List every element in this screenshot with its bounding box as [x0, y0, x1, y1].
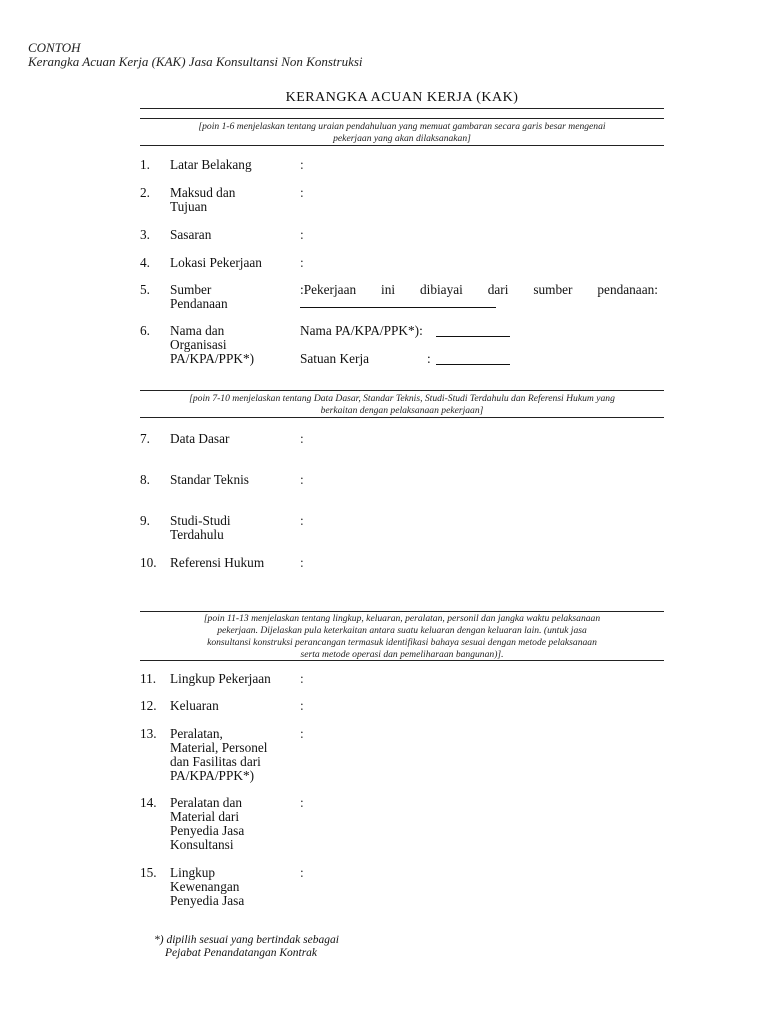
note-1: [140, 121, 664, 145]
item-number: 5.: [140, 282, 150, 297]
item-label: Lingkup Pekerjaan: [170, 671, 271, 686]
note-2-bottom-rule: [140, 417, 664, 418]
item-number: 9.: [140, 513, 150, 528]
item-label-line: PA/KPA/PPK*): [170, 351, 255, 366]
item-number: 6.: [140, 323, 150, 338]
funding-word: sumber: [533, 282, 573, 297]
pa-name-blank[interactable]: [436, 336, 510, 337]
item-number: 4.: [140, 255, 150, 270]
item-number: 12.: [140, 698, 157, 713]
note-3: [140, 613, 664, 661]
item-colon: :: [300, 255, 304, 270]
satker-colon: :: [427, 351, 431, 366]
satker-blank[interactable]: [436, 364, 510, 365]
funding-word: dari: [487, 282, 509, 297]
item-label-line: Pendanaan: [170, 296, 228, 311]
note-3-top-rule: [140, 611, 664, 612]
item-colon: :: [300, 185, 304, 200]
item-colon: :: [300, 472, 304, 487]
funding-word: :Pekerjaan: [300, 282, 357, 297]
item-label-line: dan Fasilitas dari: [170, 754, 261, 769]
funding-source-blank[interactable]: [300, 307, 496, 308]
note-3-line-1: [poin 11-13 menjelaskan tentang lingkup, keluaran, peralatan, personil dan jangka waktu pelaksanaan: [203, 613, 601, 624]
item-label: [170, 866, 295, 908]
note-1-top-rule: [140, 118, 664, 119]
item-label-line: Studi-Studi: [170, 513, 231, 528]
item-label-line: Material dari: [170, 809, 240, 824]
item-label: [170, 796, 295, 852]
funding-source-text: [300, 283, 658, 297]
item-number: 10.: [140, 555, 157, 570]
note-3-line-4: serta metode operasi dan pemeliharaan bangunan)].: [300, 649, 504, 660]
header-subtitle: Kerangka Acuan Kerja (KAK) Jasa Konsultansi Non Konstruksi: [28, 54, 363, 69]
item-label-line: Material, Personel: [170, 740, 268, 755]
item-label: [170, 727, 295, 783]
item-number: 14.: [140, 795, 157, 810]
item-label-line: Organisasi: [170, 337, 227, 352]
item-label: [170, 186, 295, 214]
note-2-line-2: berkaitan dengan pelaksanaan pekerjaan]: [320, 405, 484, 416]
funding-word: dibiayai: [419, 282, 463, 297]
satker-label: Satuan Kerja: [300, 351, 370, 366]
item-colon: :: [300, 555, 304, 570]
item-number: 11.: [140, 671, 157, 686]
item-colon: :: [300, 513, 304, 528]
section-item-6: [140, 324, 664, 370]
item-label: [170, 283, 295, 311]
item-label-line: PA/KPA/PPK*): [170, 768, 255, 783]
item-number: 8.: [140, 472, 150, 487]
funding-word: pendanaan:: [597, 282, 658, 297]
note-3-line-2: pekerjaan. Dijelaskan pula keterkaitan antara suatu keluaran dengan keluaran lain. (untuk jasa: [217, 625, 587, 636]
note-2-top-rule: [140, 390, 664, 391]
item-colon: :: [300, 157, 304, 172]
note-1-line-1: [poin 1-6 menjelaskan tentang uraian pendahuluan yang memuat gambaran secara garis besar mengenai: [198, 121, 606, 132]
note-3-line-3: konsultansi konstruksi perancangan termasuk identifikasi bahaya sesuai dengan metode pelaksanaan: [207, 637, 597, 648]
item-label: Data Dasar: [170, 431, 230, 446]
title-rule: [140, 108, 664, 109]
item-number: 13.: [140, 726, 157, 741]
item-label: Lokasi Pekerjaan: [170, 255, 262, 270]
item-label-line: Penyedia Jasa: [170, 893, 245, 908]
pa-name-label: Nama PA/KPA/PPK*):: [300, 323, 423, 338]
document-title: KERANGKA ACUAN KERJA (KAK): [285, 90, 519, 105]
item-label-line: Maksud dan: [170, 185, 236, 200]
note-3-bottom-rule: [140, 660, 664, 661]
footnote-line-1: *) dipilih sesuai yang bertindak sebagai: [154, 934, 339, 946]
item-colon: :: [300, 431, 304, 446]
note-1-line-2: pekerjaan yang akan dilaksanakan]: [333, 133, 471, 144]
item-label-line: Kewenangan: [170, 879, 240, 894]
item-colon: :: [300, 795, 304, 810]
item-colon: :: [300, 865, 304, 880]
item-label-line: Tujuan: [170, 199, 208, 214]
note-2-line-1: [poin 7-10 menjelaskan tentang Data Dasar, Standar Teknis, Studi-Studi Terdahulu dan Referensi Hukum yang: [189, 393, 615, 404]
footnote-line-2: Pejabat Penandatangan Kontrak: [165, 947, 318, 959]
item-colon: :: [300, 698, 304, 713]
item-label: Referensi Hukum: [170, 555, 265, 570]
note-2: [140, 393, 664, 417]
header-contoh: CONTOH: [28, 40, 81, 55]
item-label-line: Sumber: [170, 282, 212, 297]
item-label-line: Peralatan,: [170, 726, 223, 741]
item-number: 3.: [140, 227, 150, 242]
item-label-line: Nama dan: [170, 323, 225, 338]
item-label: Standar Teknis: [170, 472, 249, 487]
item-label: Keluaran: [170, 698, 219, 713]
item-label-line: Peralatan dan: [170, 795, 242, 810]
item-colon: :: [300, 227, 304, 242]
item-label-line: Penyedia Jasa: [170, 823, 245, 838]
note-1-bottom-rule: [140, 145, 664, 146]
item-label: Latar Belakang: [170, 157, 252, 172]
item-label-line: Konsultansi: [170, 837, 234, 852]
item-label: [170, 514, 295, 542]
item-label-line: Lingkup: [170, 865, 216, 880]
item-number: 7.: [140, 431, 150, 446]
item-number: 15.: [140, 865, 157, 880]
funding-word: ini: [381, 282, 396, 297]
section-item-5: [140, 283, 664, 315]
item-label-line: Terdahulu: [170, 527, 224, 542]
item-number: 2.: [140, 185, 150, 200]
item-label: Sasaran: [170, 227, 212, 242]
item-number: 1.: [140, 157, 150, 172]
item-colon: :: [300, 726, 304, 741]
item-colon: :: [300, 671, 304, 686]
item-label: [170, 324, 295, 366]
